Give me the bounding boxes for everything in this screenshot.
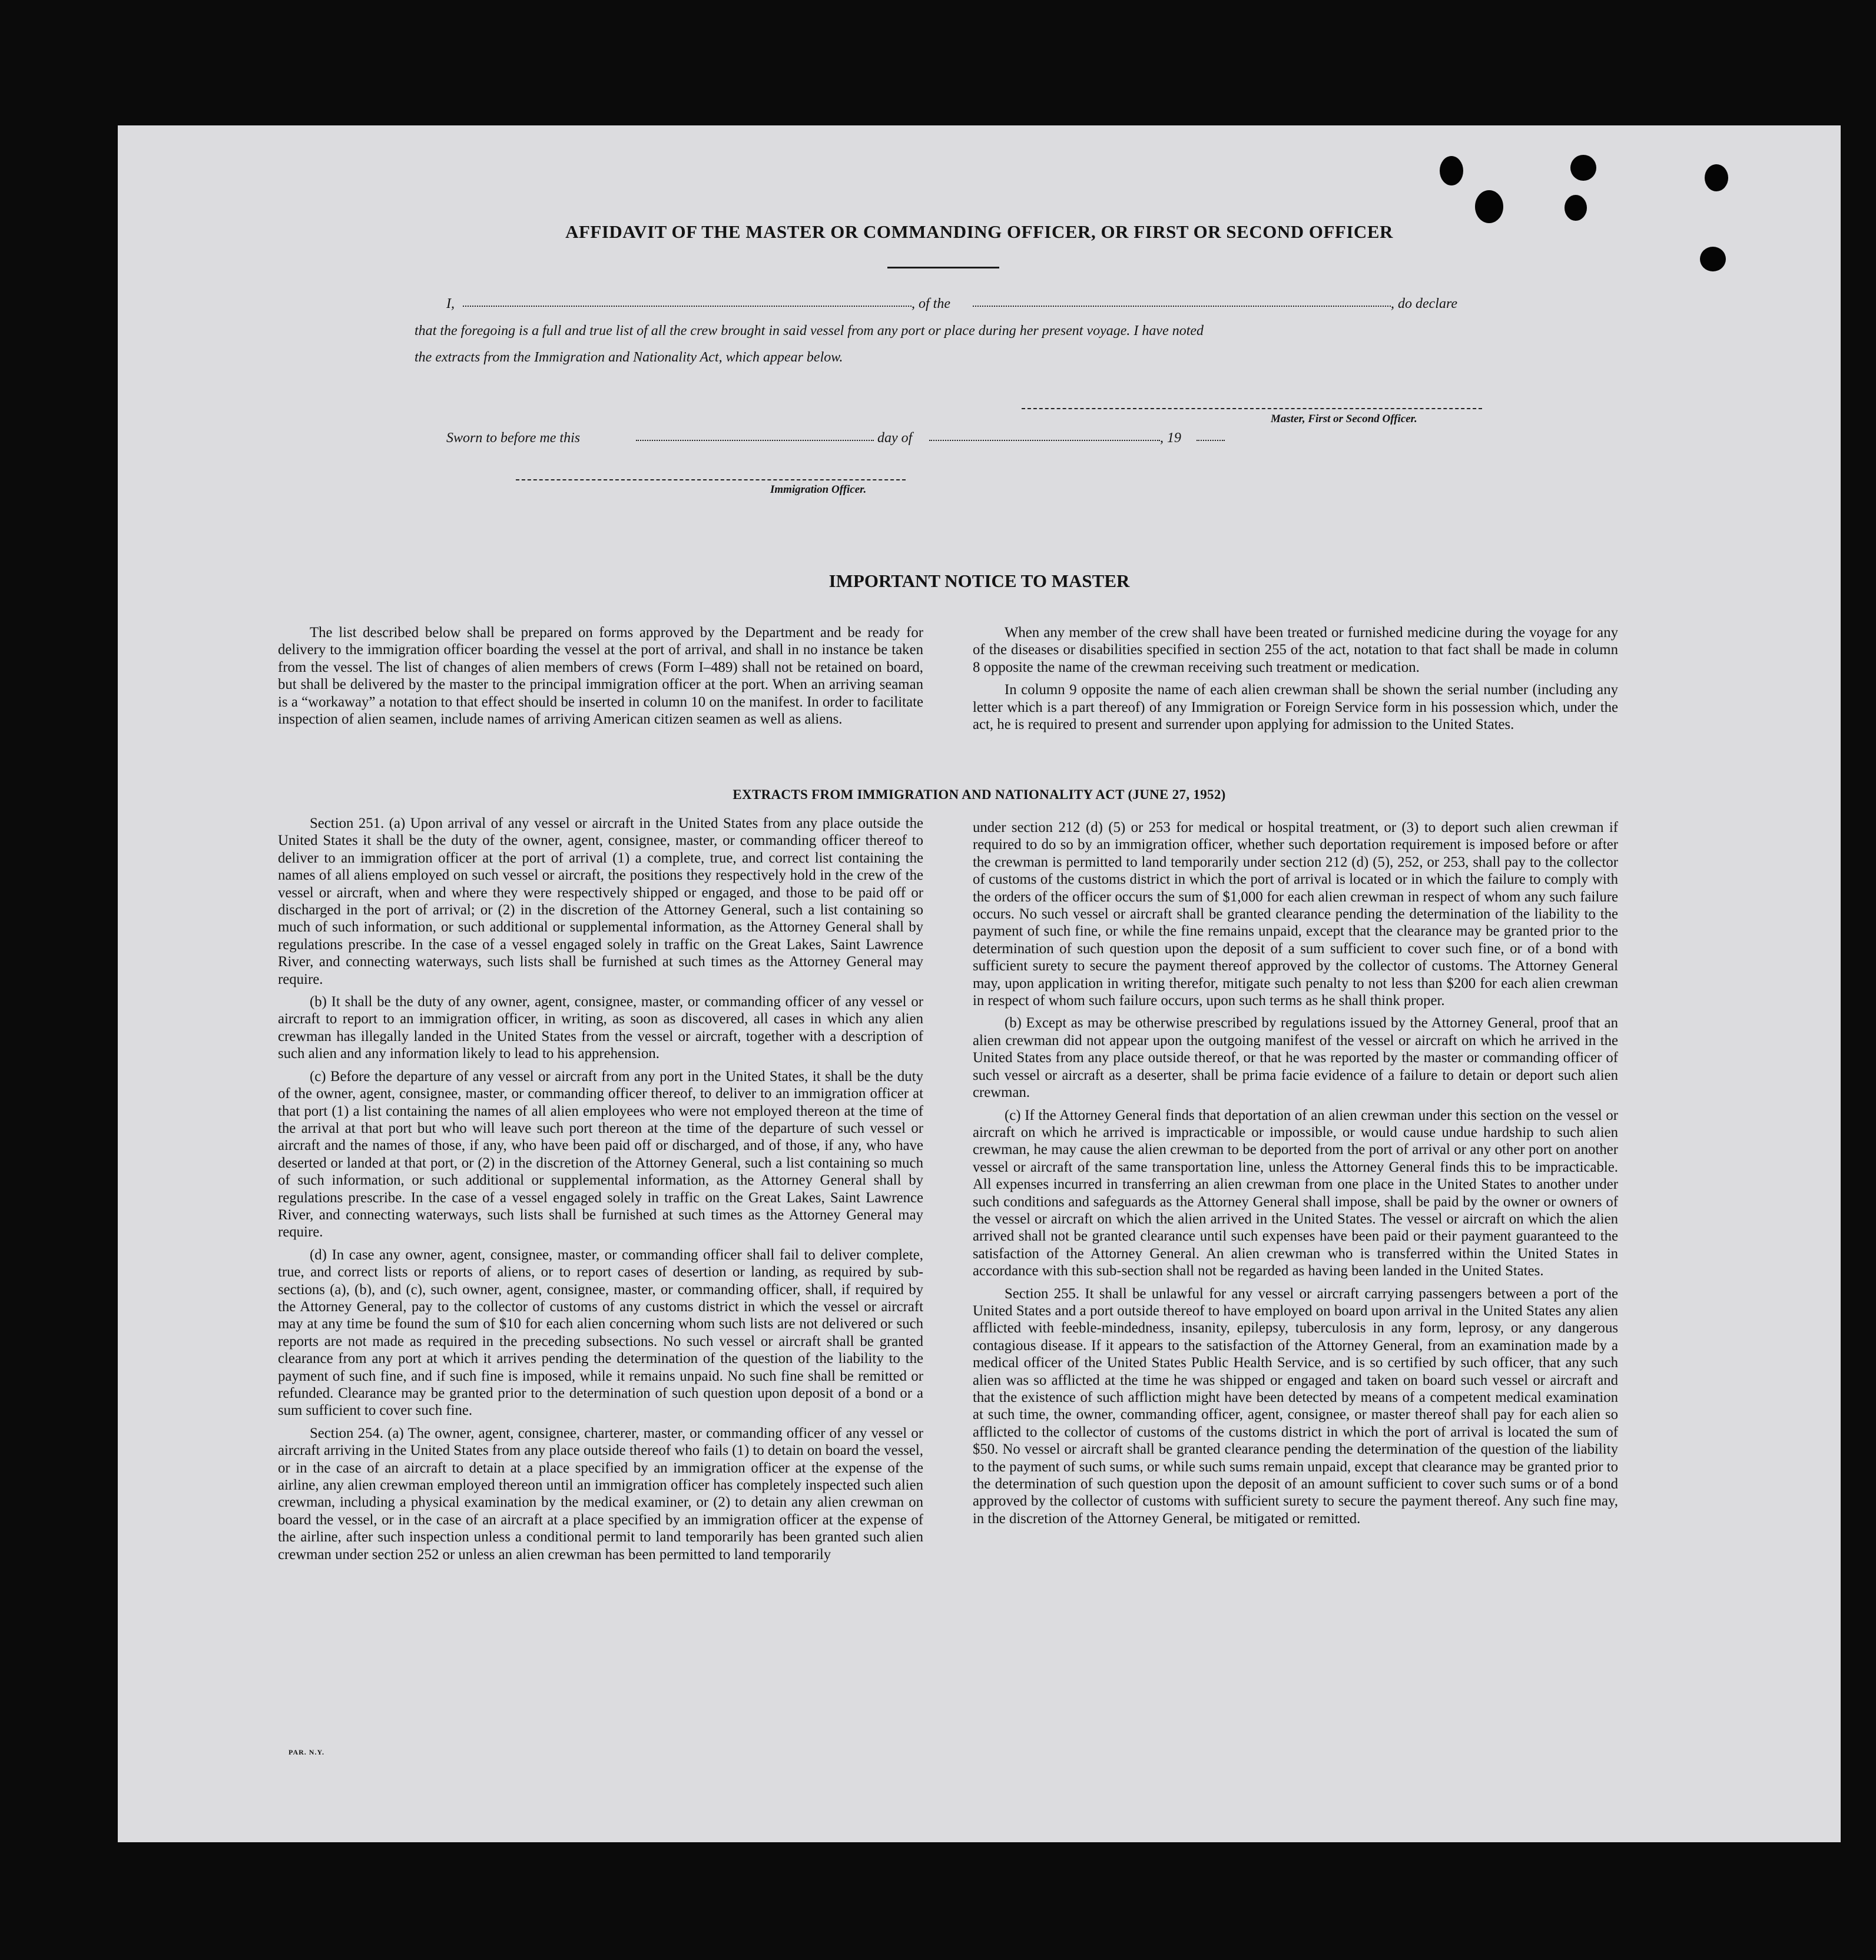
- document-page: [118, 125, 1841, 1842]
- title-underline: [887, 267, 999, 268]
- notice-title: IMPORTANT NOTICE TO MASTER: [828, 571, 1130, 591]
- section-255: Section 255. It shall be unlawful for any vessel or aircraft carrying passengers between a port of the United States and a port outside thereof to have employed on board upon arrival in the United States any alien afflicted with feeble-mindedness, insanity, epilepsy, tuberculosis in any form, leprosy, or any dangerous contagious disease. If it appears to the satisfaction of the Attorney General, from an examination made by a medical officer of the United States Public Health Service, and is so certified by such officer, that any such alien was so afflicted at the time he was shipped or engaged and taken on board such vessel or aircraft and that the existence of such affliction might have been detected by means of a competent medical examination at such time, the owner, commanding officer, agent, consignee, or master thereof shall pay for each alien so afflicted to the collector of customs of the customs district in which the port of arrival is located the sum of $50. No vessel or aircraft shall be granted clearance pending the determination of the question of the liability to the payment of such sums, or while such sums remain unpaid, except that clearance may be granted prior to the determination of such question upon the deposit of an amount sufficient to cover such sums or of a bond approved by the collector of customs with sufficient surety to secure the payment thereof. Any such fine may, in the discretion of the Attorney General, be mitigated or remitted.: [973, 1285, 1618, 1527]
- section-251-c: (c) Before the departure of any vessel or aircraft from any port in the United States, it shall be the duty of the owner, agent, consignee, master, or commanding officer thereof, to deliver to an immigration officer at that port (1) a list containing the names of all alien employees who were not employed thereon at the time of the arrival at that port but who will leave such port thereon at the time of the departure of such vessel or aircraft and the names of those, if any, who have been paid off or discharged, and of those, if any, who have deserted or landed at that port, or (2) in the discretion of the Attorney General, such a list containing so much of such information, or such additional or supplemental information, as the Attorney General shall by regulations prescribe. In the case of a vessel engaged solely in traffic on the Great Lakes, Saint Lawrence River, and connecting waterways, such lists shall be furnished at such times as the Attorney General may require.: [278, 1068, 923, 1241]
- immigration-officer-caption: Immigration Officer.: [770, 483, 867, 496]
- extracts-right-column: [973, 819, 1618, 1527]
- sworn-year-field[interactable]: [1196, 440, 1225, 441]
- punch-hole: [1570, 155, 1596, 181]
- day-of-label: day of: [877, 430, 913, 446]
- section-251-d: (d) In case any owner, agent, consignee, master, or commanding officer shall fail to deliver complete, true, and correct lists or reports of aliens, or to report cases of desertion or landing, as required by sub-sections (a), (b), and (c), such owner, agent, consignee, master, or commanding officer, shall, if required by the Attorney General, pay to the collector of customs of any customs district in which the vessel or aircraft may at any time be found the sum of $10 for each alien concerning whom such lists are not delivered or such reports are not made as required in the preceding subsections. No such vessel or aircraft shall be granted clearance from any port at which it arrives pending the determination of the question of the liability to the payment of such fine, and if such fine is imposed, while it remains unpaid. No such fine shall be remitted or refunded. Clearance may be granted prior to the determination of such question upon deposit of a bond or a sum sufficient to cover such fine.: [278, 1246, 923, 1419]
- section-254-a: Section 254. (a) The owner, agent, consignee, charterer, master, or commanding officer of any vessel or aircraft arriving in the United States from any place outside thereof who fails (1) to detain on board the vessel, or in the case of an aircraft to detain at a place specified by an immigration officer at the expense of the airline, any alien crewman employed thereon until an immigration officer has completely inspected such alien crewman, including a physical examination by the medical examiner, or (2) to detain any alien crewman on board the vessel, or in the case of an aircraft at a place specified by an immigration officer at the expense of the airline, after such inspection unless a conditional permit to land temporarily has been granted such alien crewman under section 252 or unless an alien crewman has been permitted to land temporarily: [278, 1425, 923, 1563]
- notice-left-paragraph: The list described below shall be prepared on forms approved by the Department and be ready for delivery to the immigration officer boarding the vessel at the port of arrival, and shall in no instance be taken from the vessel. The list of changes of alien members of crews (Form I–489) shall not be retained on board, but shall be delivered by the master to the principal immigration officer at the port. When an arriving seaman is a “workaway” a notation to that effect should be inserted in column 10 on the manifest. In order to facilitate inspection of alien seamen, include names of arriving American citizen seamen as well as aliens.: [278, 625, 923, 728]
- affidavit-title: AFFIDAVIT OF THE MASTER OR COMMANDING OFFICER, OR FIRST OR SECOND OFFICER: [565, 221, 1393, 242]
- section-254-c: (c) If the Attorney General finds that deportation of an alien crewman under this section on the vessel or aircraft on which he arrived is impracticable or impossible, or would cause undue hardship to such alien crewman, he may cause the alien crewman to be deported from the port of arrival or any other port on another vessel or aircraft of the same transportation line, unless the Attorney General finds this to be impracticable. All expenses incurred in transferring an alien crewman from one place in the United States to another under such conditions and safeguards as the Attorney General shall impose, shall be paid by the owner or owners of the vessel or aircraft on which the alien arrived in the United States. The vessel or aircraft on which the alien arrived shall not be granted clearance until such expenses have been paid or their payment guaranteed to the satisfaction of the Attorney General. An alien crewman who is transferred within the United States in accordance with this sub-section shall not be regarded as having been landed in the United States.: [973, 1107, 1618, 1279]
- section-254-b: (b) Except as may be otherwise prescribed by regulations issued by the Attorney General, proof that an alien crewman did not appear upon the outgoing manifest of the vessel or aircraft on which he arrived in the United States from any place outside thereof, or that he was reported by the master or commanding officer of such vessel or aircraft as a deserter, shall be prima facie evidence of a failure to detain or deport such alien crewman.: [973, 1015, 1618, 1101]
- sworn-label: Sworn to before me this: [446, 430, 581, 446]
- name-field[interactable]: [463, 306, 912, 307]
- punch-hole: [1440, 156, 1463, 185]
- affidavit-line-3: the extracts from the Immigration and Nationality Act, which appear below.: [415, 350, 843, 365]
- master-signature-line[interactable]: [1022, 408, 1482, 409]
- punch-hole: [1565, 195, 1587, 221]
- section-251-a: Section 251. (a) Upon arrival of any vessel or aircraft in the United States from any place outside the United States it shall be the duty of the owner, agent, consignee, master, or commanding officer thereof to deliver to an immigration officer at the port of arrival (1) a complete, true, and correct list containing the names of all aliens employed on such vessel or aircraft, the positions they respectively hold in the crew of the vessel or aircraft, when and where they were respectively shipped or engaged, and those to be paid off or discharged in the port of arrival; or (2) in the discretion of the Attorney General, such a list containing so much of such information, or such additional or supplemental information, as the Attorney General shall by regulations prescribe. In the case of a vessel engaged solely in traffic on the Great Lakes, Saint Lawrence River, and connecting waterways, such lists shall be furnished at such times as the Attorney General may require.: [278, 815, 923, 987]
- printer-mark: PAR. N.Y.: [289, 1748, 325, 1756]
- year-label: , 19: [1160, 430, 1181, 446]
- do-declare-label: , do declare: [1391, 296, 1458, 311]
- punch-hole: [1705, 164, 1728, 191]
- punch-hole: [1475, 190, 1503, 223]
- sworn-month-field[interactable]: [929, 440, 1160, 441]
- notice-right-paragraph-2: In column 9 opposite the name of each alien crewman shall be shown the serial number (including any letter which is a part thereof) of any Immigration or Foreign Service form in his possession which, under the act, he is required to present and surrender upon applying for admission to the United States.: [973, 682, 1618, 733]
- extracts-title: EXTRACTS FROM IMMIGRATION AND NATIONALITY ACT (JUNE 27, 1952): [732, 787, 1226, 802]
- section-251-b: (b) It shall be the duty of any owner, agent, consignee, master, or commanding officer of any vessel or aircraft to report to an immigration officer, in writing, as soon as discovered, all cases in which any alien crewman has illegally landed in the United States from the vessel or aircraft, together with a description of such alien and any information likely to lead to his apprehension.: [278, 994, 923, 1062]
- vessel-field[interactable]: [973, 306, 1391, 307]
- immigration-officer-signature-line[interactable]: [516, 479, 906, 480]
- affidavit-i-label: I,: [446, 296, 455, 311]
- notice-right-column: [973, 624, 1618, 733]
- sworn-day-field[interactable]: [636, 440, 874, 441]
- affidavit-line-2: that the foregoing is a full and true list of all the crew brought in said vessel from any port or place during her present voyage. I have noted: [415, 323, 1204, 339]
- notice-left-column: [278, 624, 923, 728]
- of-the-label: , of the: [912, 296, 950, 311]
- notice-right-paragraph-1: When any member of the crew shall have been treated or furnished medicine during the voyage for any of the diseases or disabilities specified in section 255 of the act, notation to that fact shall be made in column 8 opposite the name of the crewman receiving such treatment or medication.: [973, 625, 1618, 675]
- section-254-a-continued: under section 212 (d) (5) or 253 for medical or hospital treatment, or (3) to deport such alien crewman if required to do so by an immigration officer, whether such deportation requirement is imposed before or after the crewman is permitted to land temporarily under section 212 (d) (5), 252, or 253, shall pay to the collector of customs of the customs district in which the port of arrival is located or in which the failure to comply with the orders of the officer occurs the sum of $1,000 for each alien crewman in respect of whom any such failure occurs. No such vessel or aircraft shall be granted clearance pending the determination of the liability to the payment of such fine, or while the fine remains unpaid, except that the clearance may be granted prior to the determination of such question upon the deposit of a sum sufficient to cover such fine, or of a bond with sufficient surety to secure the payment thereof approved by the collector of customs. The Attorney General may, upon application in writing therefor, mitigate such penalty to not less than $200 for each alien crewman in respect of whom such failure occurs, upon such terms as he shall think proper.: [973, 820, 1618, 1009]
- master-signature-caption: Master, First or Second Officer.: [1271, 413, 1417, 425]
- extracts-left-column: [278, 815, 923, 1563]
- punch-hole: [1700, 247, 1726, 271]
